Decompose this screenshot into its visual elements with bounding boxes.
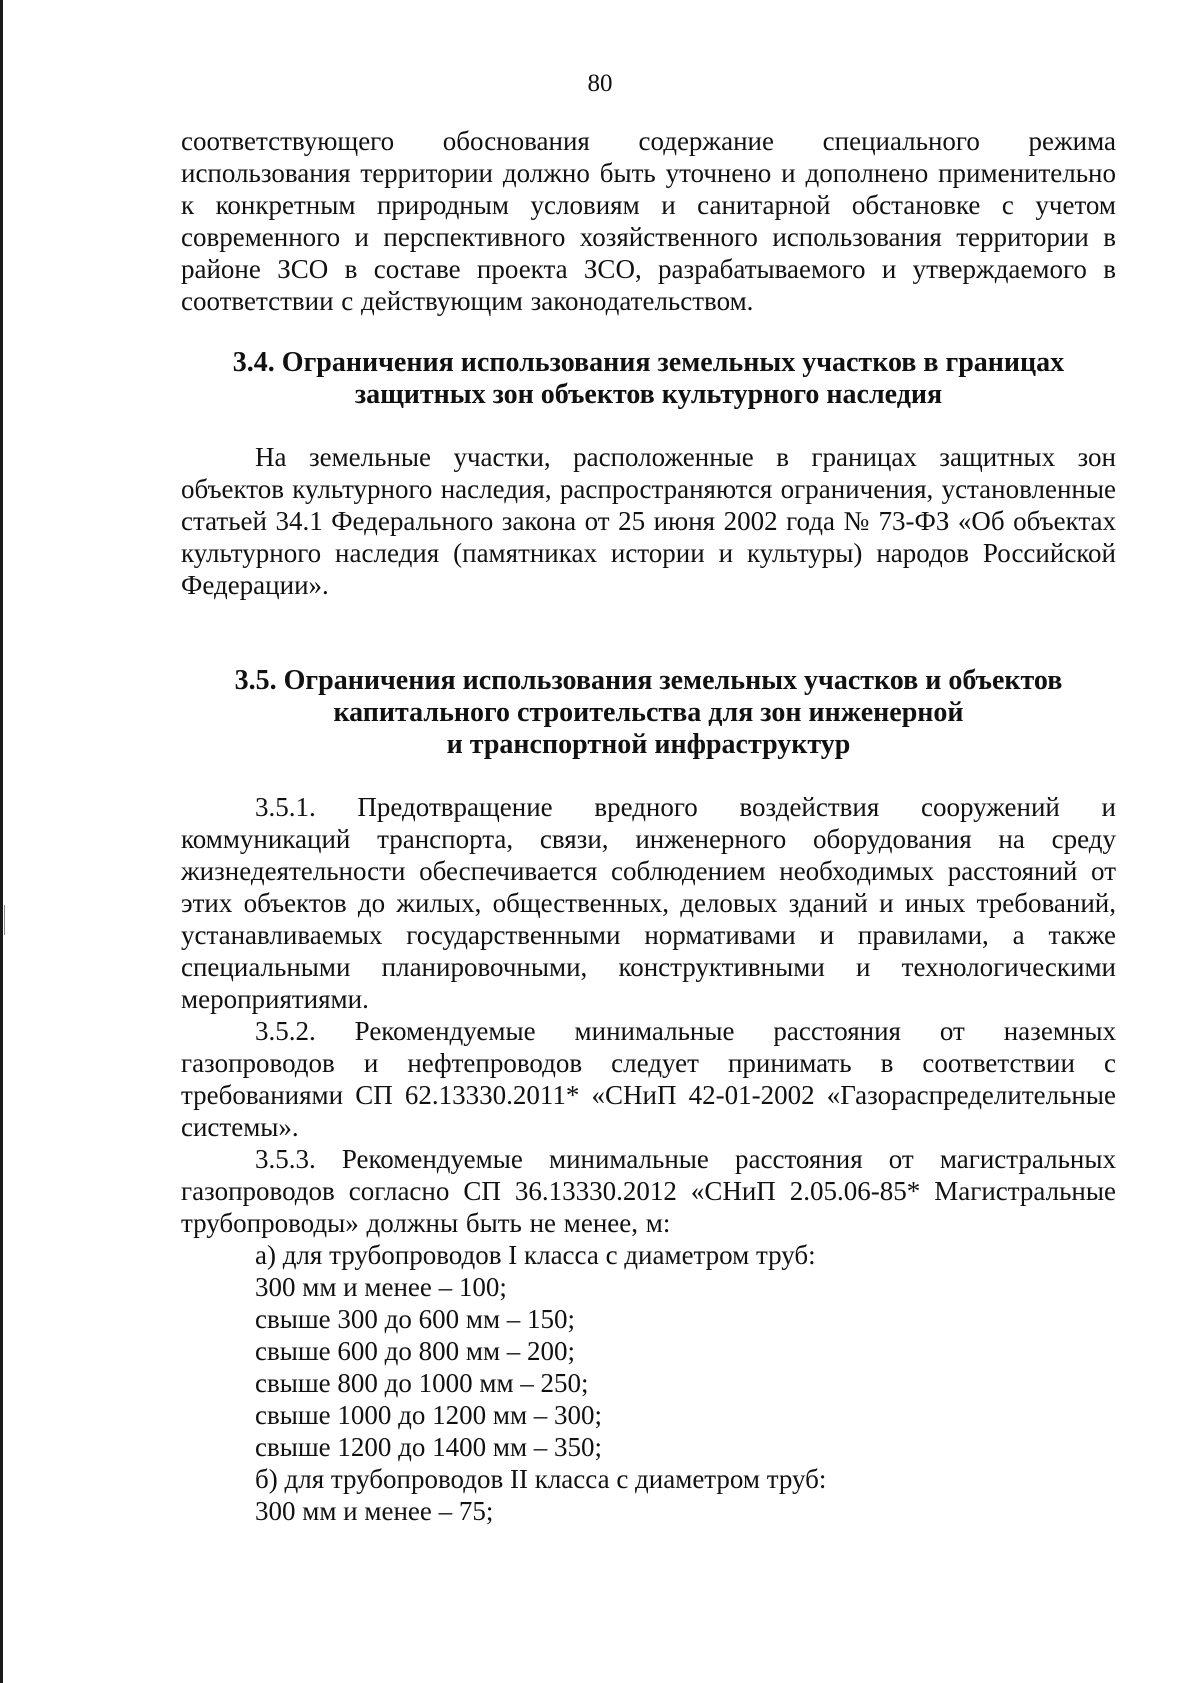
list-item: 300 мм и менее – 75; — [255, 1496, 494, 1526]
spacer — [181, 761, 1116, 791]
page-number: 80 — [587, 70, 613, 97]
heading-line: 3.4. Ограничения использования земельных участков в границах — [232, 347, 1065, 378]
list-item: а) для трубопроводов I класса с диаметром труб: — [255, 1240, 816, 1270]
paragraph-3-5-3: 3.5.3. Рекомендуемые минимальные расстояния от магистральных газопроводов согласно СП 36.13330.2012 «СНиП 2.05.06-85* Магистральные трубопроводы» должны быть не менее, м: — [181, 1144, 1116, 1238]
paragraph-3-5-2: 3.5.2. Рекомендуемые минимальные расстояния от наземных газопроводов и нефтепроводов следует принимать в соответствии с требованиями СП 62.13330.2011* «СНиП 42-01-2002 «Газораспределительные системы». — [181, 1016, 1116, 1142]
section-3-4-paragraph: На земельные участки, расположенные в границах защитных зон объектов культурного наследия, распространяются ограничения, установленные статьей 34.1 Федерального закона от 25 июня 2002 года № 73-ФЗ «Об объектах культурного наследия (памятниках истории и культуры) народов Российской Федерации». — [181, 442, 1116, 600]
heading-line: защитных зон объектов культурного наследия — [354, 379, 943, 410]
spacer — [181, 411, 1116, 441]
distance-list — [181, 1239, 1116, 1527]
heading-line: 3.5. Ограничения использования земельных участков и объектов — [234, 665, 1063, 696]
list-item: б) для трубопроводов II класса с диаметром труб: — [255, 1464, 827, 1494]
section-3-5-heading — [181, 665, 1116, 761]
heading-line: и транспортной инфраструктур — [446, 729, 851, 760]
list-item: свыше 800 до 1000 мм – 250; — [255, 1368, 589, 1398]
document-body — [181, 125, 1116, 1527]
list-item: свыше 1000 до 1200 мм – 300; — [255, 1400, 603, 1430]
list-item: свыше 300 до 600 мм – 150; — [255, 1304, 576, 1334]
list-item: 300 мм и менее – 100; — [255, 1272, 507, 1302]
spacer — [181, 601, 1116, 665]
section-3-4-heading — [181, 347, 1116, 411]
paragraph-3-5-1: 3.5.1. Предотвращение вредного воздействия сооружений и коммуникаций транспорта, связи, инженерного оборудования на среду жизнедеятельности обеспечивается соблюдением необходимых расстояний от этих объектов до жилых, общественных, деловых зданий и иных требований, устанавливаемых государственными нормативами и правилами, а также специальными планировочными, конструктивными и технологическими мероприятиями. — [181, 792, 1116, 1014]
intro-paragraph: соответствующего обоснования содержание специального режима использования территории должно быть уточнено и дополнено применительно к конкретным природным условиям и санитарной обстановке с учетом современного и перспективного хозяйственного использования территории в районе ЗСО в составе проекта ЗСО, разрабатываемого и утверждаемого в соответствии с действующим законодательством. — [181, 126, 1116, 316]
spacer — [181, 317, 1116, 347]
list-item: свыше 1200 до 1400 мм – 350; — [255, 1432, 603, 1462]
scan-artifact-mark — [4, 905, 5, 935]
heading-line: капитального строительства для зон инженерной — [333, 697, 964, 728]
scan-border-left — [0, 0, 3, 1683]
list-item: свыше 600 до 800 мм – 200; — [255, 1336, 576, 1366]
